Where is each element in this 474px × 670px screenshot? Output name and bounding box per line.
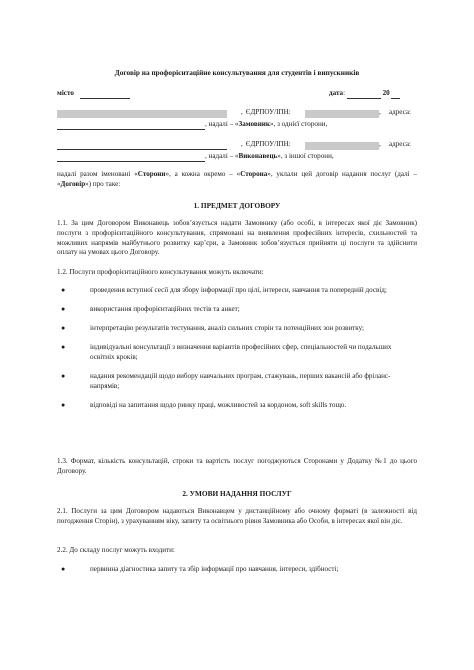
party1-named-line: , надалі – «Замовник», з однієї сторони, [57, 120, 327, 130]
paragraph-1-2: 1.2. Послуги профорієнтаційного консультування можуть включати: [57, 268, 264, 276]
party1-name-blank [57, 110, 227, 118]
city-field [57, 89, 130, 99]
party1-address-label: адреса: [389, 108, 411, 116]
party1-name-line [57, 108, 227, 118]
list-item: ● індивідуальні консультації з визначення варіантів професійних сфер, спеціальностей чи подальших освітніх кроків; [61, 343, 392, 362]
list-item: ● відповіді на запитання щодо ринку праці, можливостей за кордоном, soft skills тощо. [61, 400, 347, 409]
document-title: Договір на профорієнтаційне консультування для студентів і випускників [114, 68, 360, 77]
bullet-icon: ● [61, 400, 66, 409]
bullet-icon: ● [61, 305, 66, 314]
date-blank [347, 90, 381, 99]
list-item: ● надання рекомендацій щодо вибору навчальних програм, стажувань, перших вакансій або фріланс-напрямів; [61, 372, 391, 390]
party2-edrpou-blank [305, 142, 379, 150]
party2-address-label: адреса: [389, 140, 411, 148]
party2-named-line: , надалі – «Виконавець», з іншої сторони, [57, 152, 334, 162]
paragraph-2-2: 2.2. До складу послуг можуть входити: [57, 546, 175, 554]
party1-edrpou-label: ЄДРПОУ/ІПН: [245, 108, 291, 116]
list-item: ● використання профорієнтаційних тестів та анкет; [61, 305, 240, 314]
party1-role: Замовник [238, 120, 270, 128]
section2-heading: 2. УМОВИ НАДАННЯ ПОСЛУГ [182, 489, 292, 498]
party2-edrpou: , ЄДРПОУ/ІПН: [241, 140, 291, 148]
services-list [61, 286, 417, 420]
list-item: ● первинна діагностика запиту та збір інформації про навчання, інтереси, здібності; [61, 565, 339, 573]
paragraph-1-1: 1.1. За цим Договором Виконавець зобов’язується надати Замовнику (або особі, в інтересах якої діє Замовник) послуги з профорієнтаційного консультування, спрямовані на виявлення професійних інтересів, схильностей та можливих напрямів майбутнього розвитку кар’єри, а Замовник зобов’язується прийняти ці послуги та здійснити оплату на умовах цього Договору. [57, 219, 417, 257]
party1-edrpou: , ЄДРПОУ/ІПН: [241, 108, 291, 116]
party2-address-blank [57, 153, 205, 162]
party2-role: Виконавець [238, 152, 278, 160]
date-label: дата [329, 89, 344, 97]
preamble: надалі разом іменовані «Сторони», а кожна окремо – «Сторона», уклали цей договір надання послуг (далі – «Договір») про таке: [57, 170, 417, 188]
party1-address-blank [57, 121, 205, 130]
year-blank [391, 90, 400, 99]
party2-name-line [57, 140, 227, 150]
party1-edrpou-blank [305, 110, 379, 118]
party2-name-blank [57, 141, 227, 150]
bullet-icon: ● [61, 324, 66, 333]
party2-edrpou-label: ЄДРПОУ/ІПН: [245, 140, 291, 148]
list-item: ● проведення вступної сесії для збору інформації про цілі, інтереси, навчання та попередній досвід; [61, 286, 387, 294]
date-field: дата: 20 [329, 89, 400, 99]
city-label: місто [57, 89, 74, 97]
paragraph-1-3: 1.3. Формат, кількість консультацій, строки та вартість послуг погоджуються Сторонами у Додатку №1 до цього Договору. [57, 457, 417, 475]
bullet-icon: ● [61, 286, 66, 294]
list-item: ● інтерпретацію результатів тестування, аналіз сильних сторін та потенційних зон розвитку; [61, 324, 365, 333]
bullet-icon: ● [61, 565, 66, 573]
party2-edrpou-blank-wrap: , [305, 140, 381, 150]
paragraph-2-1: 2.1. Послуги за цим Договором надаються Виконавцем у дистанційному або очному форматі (в залежності від погодження Сторін), з урахуванням віку, запиту та освітнього рівня Замовника або Особи, в інтересах якої він діє. [57, 507, 417, 525]
bullet-icon: ● [61, 343, 66, 352]
section1-heading: 1. ПРЕДМЕТ ДОГОВОРУ [193, 201, 281, 210]
city-blank [80, 90, 130, 99]
year-prefix: 20 [382, 89, 390, 97]
bullet-icon: ● [61, 372, 66, 381]
party1-edrpou-blank-wrap: , [305, 108, 381, 118]
services-list-2 [61, 565, 417, 584]
